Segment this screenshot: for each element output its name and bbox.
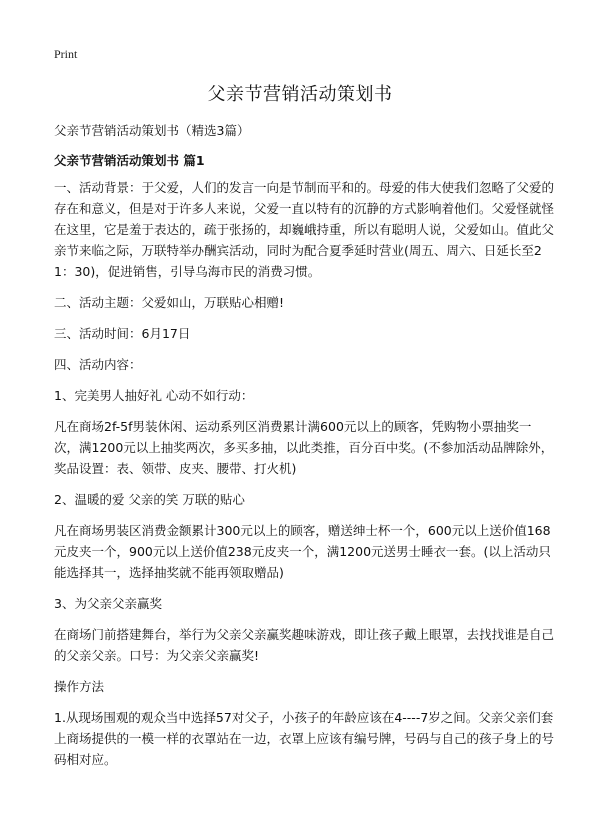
document-subtitle: 父亲节营销活动策划书（精选3篇） — [54, 123, 250, 138]
paragraph-item-3-title: 3、为父亲父亲赢奖 — [54, 596, 162, 611]
section-heading: 父亲节营销活动策划书 篇1 — [54, 153, 205, 168]
paragraph-content-heading: 四、活动内容： — [54, 357, 142, 372]
paragraph-time: 三、活动时间：6月17日 — [54, 326, 191, 341]
paragraph-background: 一、活动背景：于父爱，人们的发言一向是节制而平和的。母爱的伟大使我们忽略了父爱的存在和意义，但是对于许多人来说，父爱一直以特有的沉静的方式影响着他们。父爱怪就怪在这里，它是羞于表达的，疏于张扬的，却巍峨持重，所以有聪明人说，父爱如山。值此父亲节来临之际，万联特举办酬宾活动，同时为配合夏季延时营业(周五、周六、日延长至21：30)，促进销售，引导乌海市民的消费习惯。 — [54, 180, 555, 279]
paragraph-item-1-title: 1、完美男人抽好礼 心动不如行动： — [54, 388, 254, 403]
paragraph-method-step-1: 1.从现场围观的观众当中选择57对父子，小孩子的年龄应该在4----7岁之间。父亲父亲们套上商场提供的一模一样的衣罩站在一边，衣罩上应该有编号牌，号码与自己的孩子身上的号码相对应。 — [54, 710, 555, 767]
document-body — [54, 120, 554, 779]
paragraph-item-2-title: 2、温暖的爱 父亲的笑 万联的贴心 — [54, 492, 245, 507]
print-label: Print — [54, 47, 78, 61]
paragraph-method-heading: 操作方法 — [54, 679, 105, 694]
page-title: 父亲节营销活动策划书 — [207, 84, 393, 105]
paragraph-item-2-body: 凡在商场男装区消费金额累计300元以上的顾客，赠送绅士杯一个，600元以上送价值168元皮夹一个，900元以上送价值238元皮夹一个，满1200元送男士睡衣一套。(以上活动只能选择其一，选择抽奖就不能再领取赠品) — [54, 523, 551, 580]
paragraph-item-3-body: 在商场门前搭建舞台，举行为父亲父亲赢奖趣味游戏，即让孩子戴上眼罩，去找找谁是自己的父亲父亲。口号：为父亲父亲赢奖! — [54, 627, 555, 663]
paragraph-theme: 二、活动主题：父爱如山，万联贴心相赠! — [54, 295, 285, 310]
paragraph-item-1-body: 凡在商场2f-5f男装休闲、运动系列区消费累计满600元以上的顾客，凭购物小票抽奖一次，满1200元以上抽奖两次，多买多抽，以此类推，百分百中奖。(不参加活动品牌除外，奖品设置：表、领带、皮夹、腰带、打火机) — [54, 419, 554, 476]
